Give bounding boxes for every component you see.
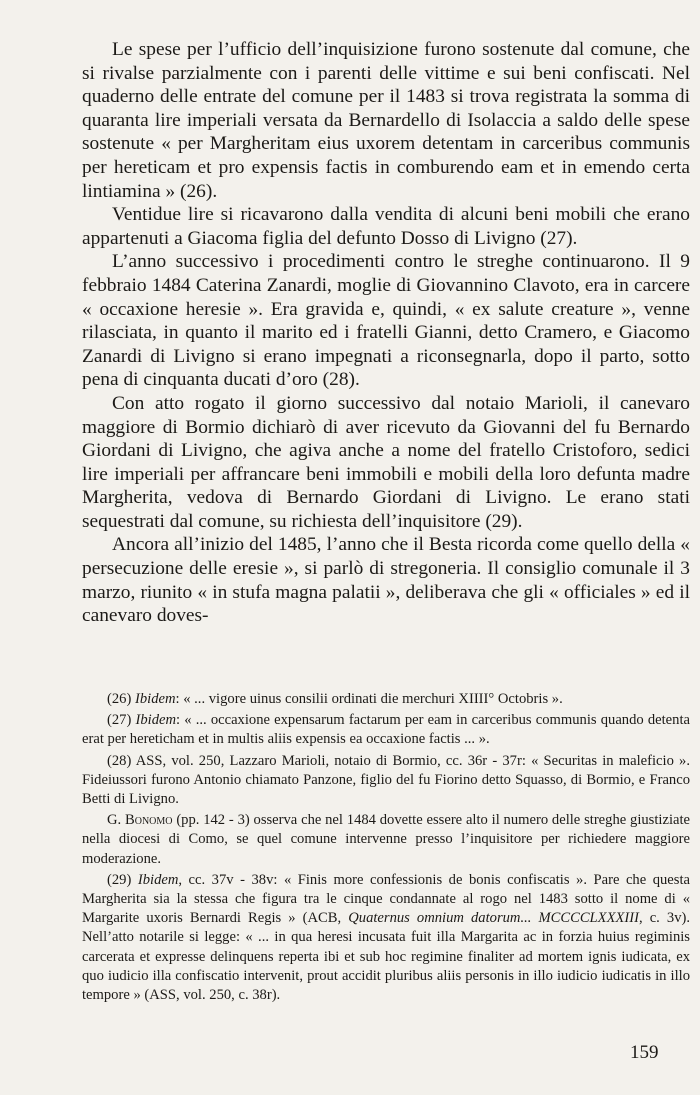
footnotes (82, 690, 690, 1005)
footnote-number: (29) (107, 871, 132, 888)
footnote-number: (26) (107, 691, 132, 707)
footnote-29 (82, 871, 690, 1005)
main-text (82, 38, 690, 628)
footnote-ibidem: Ibidem (135, 712, 177, 729)
footnote-text: : « ... occaxione expensarum factarum per eam in carceribus communis quando detenta erat per hereticham et in multis aliis expensis ea occaxione factis ... ». (82, 712, 690, 748)
author-initial: G. (107, 812, 125, 829)
footnote-text: ASS, vol. 250, Lazzaro Marioli, notaio di Bormio, cc. 36r - 37r: « Securitas in maleficio ». Fideiussori furono Antonio chiamato Panzone, figlio del fu Fiorino detto Squasso, di Bormio, e Franco Betti di Livigno. (82, 752, 690, 808)
footnote-number: (27) (107, 712, 132, 729)
footnote-27 (82, 711, 690, 749)
footnote-ibidem: Ibidem (137, 871, 179, 888)
footnote-28-continuation (82, 811, 690, 869)
footnote-cited-title: Quaternus omnium datorum... MCCCCLXXXIII (348, 910, 639, 927)
paragraph-1: Le spese per l’ufficio dell’inquisizione furono sostenute dal comune, che si rivalse parzialmente con i parenti delle vittime e sui beni confiscati. Nel quaderno delle entrate del comune per il 1483 si trova registrata la somma di quaranta lire imperiali versata da Bernardello di Isolaccia a saldo delle spese sostenute « per Margheritam eius uxorem detentam in carceribus communis per hereticam et pro expensis factis in comburendo eam et in emendo certa lintiamina » (26). (82, 39, 690, 202)
footnote-text: : « ... vigore uinus consilii ordinati die merchuri XIIII° Octobris ». (175, 691, 563, 707)
author-name: Bonomo (125, 812, 173, 829)
footnote-ibidem: Ibidem (134, 691, 176, 707)
page-number: 159 (630, 1042, 659, 1063)
paragraph-5: Ancora all’inizio del 1485, l’anno che il Besta ricorda come quello della « persecuzione delle eresie », si parlò di stregoneria. Il consiglio comunale il 3 marzo, riunito « in stufa magna palatii », deliberava che gli « officiales » ed il canevaro doves- (82, 534, 690, 627)
footnote-28 (82, 752, 690, 810)
footnote-text-a: , cc. 37v - 38v: « Finis more confessionis de bonis confiscatis ». Pare che questa Margherita sia la stessa che figura tra le cinque condannate al rogo nel 1483 sotto il nome di « Margarite uxoris Bernardi Regis » (ACB, (82, 871, 690, 927)
paragraph-4: Con atto rogato il giorno successivo dal notaio Marioli, il canevaro maggiore di Bormio dichiarò di aver ricevuto da Giovanni del fu Bernardo Giordani di Livigno, che agiva anche a nome del fratello Cristoforo, sedici lire imperiali per affrancare beni immobili e mobili della loro defunta madre Margherita, vedova di Bernardo Giordani di Livigno. Le erano stati sequestrati dal comune, su richiesta dell’inquisitore (29). (82, 392, 690, 532)
footnote-text: (pp. 142 - 3) osserva che nel 1484 dovette essere alto il numero delle streghe giustiziate nella diocesi di Como, se quel comune intervenne presso l’inquisitore per richiedere maggiore moderazione. (82, 812, 691, 867)
footnote-text-b: , c. 3v). Nell’atto notarile si legge: « ... in qua heresi incusata fuit illa Margarita ac in forzia huius regiminis carcerata et expresse delinquens reperta ibi et sub hoc regimine finaliter ad mortem ignis iudicata, ex quo iudicio illa confiscatio intervenit, prout accidit pluribus aliis personis in illo iudicio iudicatis in illo tempore » (ASS, vol. 250, c. 38r). (82, 910, 690, 1004)
footnote-number: (28) (107, 752, 132, 769)
paragraph-2: Ventidue lire si ricavarono dalla vendita di alcuni beni mobili che erano appartenuti a Giacoma figlia del defunto Dosso di Livigno (27). (82, 204, 690, 249)
footnote-26 (82, 690, 690, 709)
paragraph-3: L’anno successivo i procedimenti contro le streghe continuarono. Il 9 febbraio 1484 Caterina Zanardi, moglie di Giovannino Clavoto, era in carcere « occaxione heresie ». Era gravida e, quindi, « ex salute creature », venne rilasciata, in quanto il marito ed i fratelli Gianni, detto Cramero, e Giacomo Zanardi di Livigno si erano impegnati a riconsegnarla, dopo il parto, sotto pena di cinquanta ducati d’oro (28). (82, 251, 690, 391)
